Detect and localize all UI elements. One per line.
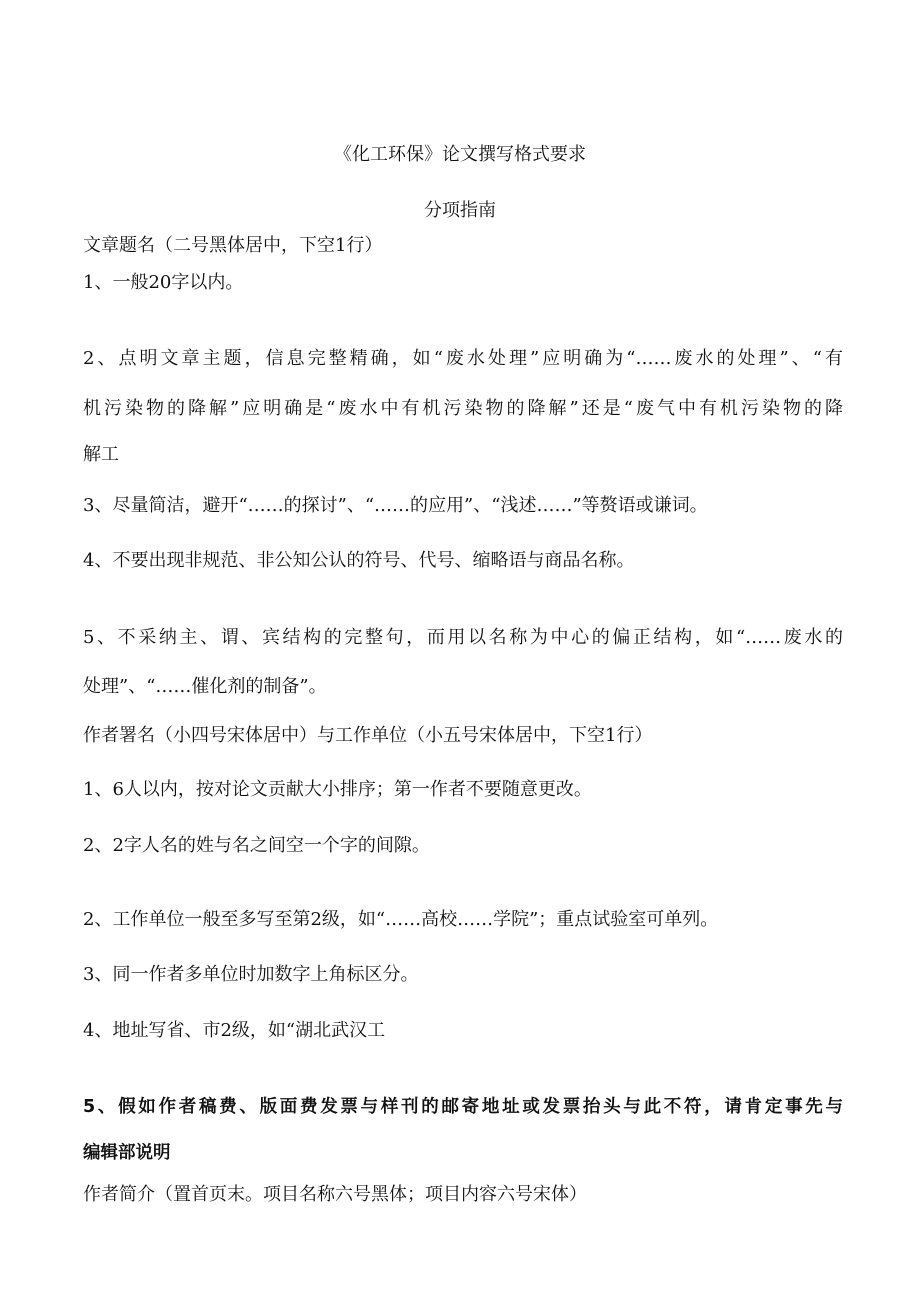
list-item: 3、尽量简洁，避开“……的探讨”、“……的应用”、“浅述……”等赘语或谦词。 [83, 495, 708, 516]
list-item: 2、工作单位一般至多写至第2级，如“……高校……学院”；重点试验室可单列。 [83, 909, 719, 930]
list-item: 5、不采纳主、谓、宾结构的完整句，而用以名称为中心的偏正结构，如“……废水的 [83, 627, 843, 648]
list-item: 处理”、“……催化剂的制备”。 [83, 676, 327, 697]
document-subtitle: 分项指南 [424, 200, 496, 221]
list-item: 2、点明文章主题，信息完整精确，如“废水处理”应明确为“……废水的处理”、“有 [83, 348, 843, 369]
section-heading-author: 作者署名（小四号宋体居中）与工作单位（小五号宋体居中，下空1行） [83, 725, 653, 746]
list-item: 4、不要出现非规范、非公知公认的符号、代号、缩略语与商品名称。 [83, 550, 635, 571]
list-item: 机污染物的降解”应明确是“废水中有机污染物的降解”还是“废气中有机污染物的降 [83, 398, 843, 419]
list-item: 5、假如作者稿费、版面费发票与样刊的邮寄地址或发票抬头与此不符，请肯定事先与 [83, 1097, 843, 1117]
list-item: 1、一般20字以内。 [83, 272, 244, 293]
list-item: 1、6人以内，按对论文贡献大小排序；第一作者不要随意更改。 [83, 779, 592, 800]
list-item: 2、2字人名的姓与名之间空一个字的间隙。 [83, 835, 430, 856]
list-item: 编辑部说明 [83, 1143, 171, 1163]
section-heading-title: 文章题名（二号黑体居中，下空1行） [83, 235, 383, 256]
section-heading-bio: 作者简介（置首页末。项目名称六号黑体；项目内容六号宋体） [83, 1184, 587, 1205]
list-item: 3、同一作者多单位时加数字上角标区分。 [83, 964, 419, 985]
document-title: 《化工环保》论文撰写格式要求 [334, 144, 586, 165]
list-item: 解工 [83, 444, 119, 465]
list-item: 4、地址写省、市2级，如“湖北武汉工 [83, 1020, 386, 1041]
